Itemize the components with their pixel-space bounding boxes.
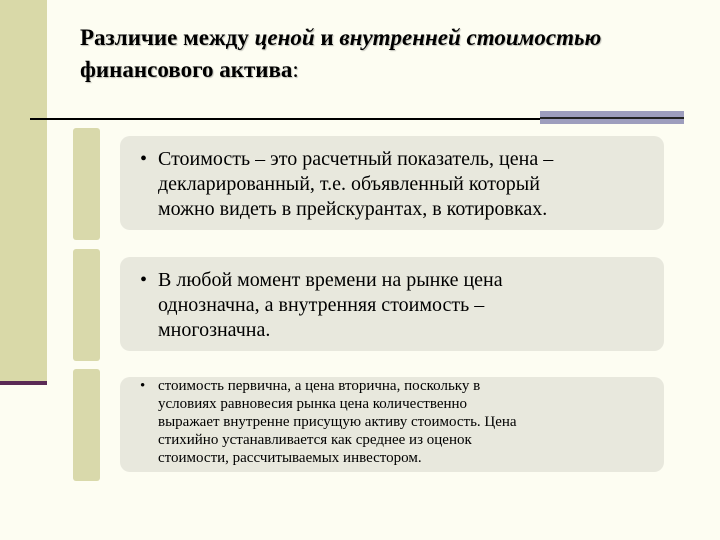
bullet-1: • — [140, 148, 148, 170]
item-tab-3 — [73, 369, 100, 481]
left-decor-band — [0, 0, 47, 383]
list-item-1-text: Стоимость – это расчетный показатель, цена – декларированный, т.е. объявленный который можно видеть в прейскурантах, в котировках. — [158, 148, 554, 220]
list-item-3 — [120, 377, 664, 472]
left-decor-rule — [0, 381, 47, 385]
bullet-3: • — [140, 378, 146, 394]
title-divider — [30, 118, 540, 120]
bullet-2: • — [140, 269, 148, 291]
list-item-2-text: В любой момент времени на рынке цена однозначна, а внутренняя стоимость – многозначна. — [158, 269, 503, 341]
title-line-1: Различие между ценой и внутренней стоимостью — [80, 25, 602, 50]
item-tab-2 — [73, 249, 100, 361]
list-item-1 — [120, 136, 664, 230]
list-item-2 — [120, 257, 664, 351]
slide-title — [80, 22, 700, 86]
item-tab-1 — [73, 128, 100, 240]
title-divider-accent — [540, 111, 684, 124]
list-item-3-text: стоимость первична, а цена вторична, поскольку в условиях равновесия рынка цена количественно выражает внутренне присущую активу стоимость. Цена стихийно устанавливается как среднее из оценок стоимости, рассчитываемых инвестором. — [158, 378, 517, 466]
title-line-2: финансового актива: — [80, 57, 299, 82]
